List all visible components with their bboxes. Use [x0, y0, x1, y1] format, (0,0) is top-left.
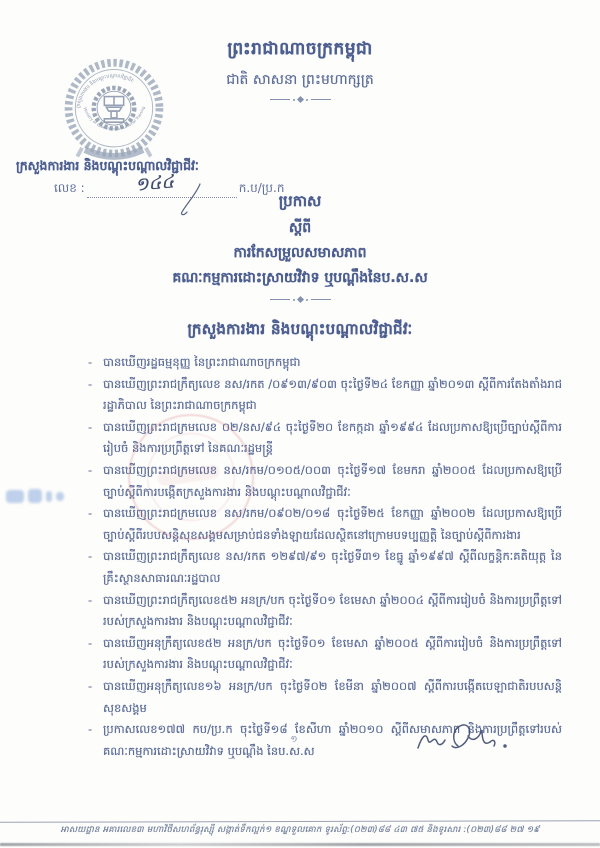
ministry-name: ក្រសួងការងារ និងបណ្ដុះបណ្ដាលវិជ្ជាជីវៈ: [16, 158, 199, 173]
page-number: ១: [290, 734, 298, 745]
seal-arc-text-en: Ministry of Labour and Vocational Training: [82, 105, 146, 132]
kingdom-title: ព្រះរាជាណាចក្រកម្ពុជា: [227, 39, 373, 59]
preamble-item: - បានឃើញរដ្ឋធម្មនុញ្ញ នៃព្រះរាជាណាចក្រកម្ពុជា: [88, 355, 301, 369]
subject-line-1: ការកែសម្រួលសមាសភាព: [233, 245, 367, 261]
scan-edge-artifact: [0, 843, 600, 846]
preamble-item: - បានឃើញព្រះរាជក្រមលេខ នស/រកម/០៩០២/០១៨ ចុះថ្ងៃទី២៥ ខែកញ្ញា ឆ្នាំ២០០២ ដែលប្រកាសឱ្យប្រើច្បាប់ស្ដីពីរបបសន្តិសុខសង្គមសម្រាប់ជនទាំងឡាយដែលស្ថិតនៅក្រោមបទប្បញ្ញត្តិ នៃច្បាប់ស្ដីពីការងារ: [88, 506, 562, 542]
issuing-authority: ក្រសួងការងារ និងបណ្ដុះបណ្ដាលវិជ្ជាជីវៈ: [187, 320, 413, 338]
regarding-label: ស្ដីពី: [288, 220, 312, 236]
seal-arc-text-km: ក្រសួងការងារ និងបណ្ដុះបណ្ដាលវិជ្ជាជីវៈ: [76, 74, 135, 109]
handwritten-number: ១៤៤: [133, 171, 175, 196]
ink-bleed-artifact: [2, 484, 68, 510]
document-type-title: ប្រកាស: [278, 192, 322, 210]
seal-ribbon: [85, 150, 143, 157]
preamble-item: - បានឃើញអនុក្រឹត្យលេខ៥២ អនក្រ/បក ចុះថ្ងៃទី០១ ខែមេសា ឆ្នាំ២០០៥ ស្ដីពីការរៀបចំ និងការប្រព្រឹត្តទៅរបស់ក្រសួងការងារ និងបណ្ដុះបណ្ដាលវិជ្ជាជីវៈ: [88, 635, 562, 672]
preamble-list: [88, 352, 562, 762]
preamble-item: - បានឃើញព្រះរាជក្រឹត្យលេខ នស/រកត /០៩១៣/៩០៣ ចុះថ្ងៃទី២៤ ខែកញ្ញា ឆ្នាំ២០១៣ ស្ដីពីការតែងតាំងរាជរដ្ឋាភិបាល នៃព្រះរាជាណាចក្រកម្ពុជា: [88, 376, 562, 413]
preamble-item: - បានឃើញព្រះរាជក្រឹត្យលេខ នស/រកត ១២៩៧/៩១ ចុះថ្ងៃទី៣១ ខែធ្នូ ឆ្នាំ១៩៩៧ ស្ដីពីលក្ខន្តិកៈគតិយុត្ត នៃគ្រឹះស្ថានសាធារណៈរដ្ឋបាល: [88, 549, 562, 585]
footer-divider: [0, 820, 600, 823]
ministry-seal-icon: [56, 54, 172, 172]
footer-address: អាសយដ្ឋាន អគារលេខ៣ មហាវិថីសហព័ន្ធរុស្ស៊ី សង្កាត់ទឹកល្អក់១ ខណ្ឌទួលគោក ទូរស័ព្ទ:(០២៣)៨៨ ៤៣ ៧៥ និងទូរសារ :(០២៣)៨៨ ២៧ ១៩: [60, 825, 540, 835]
seal-book-pedestal-emblem: [104, 97, 123, 123]
number-code: ក.ប/ប្រ.ក: [238, 181, 285, 195]
preamble-item: - បានឃើញព្រះរាជក្រមលេខ ០២/នស/៩៤ ចុះថ្ងៃទី២០ ខែកក្កដា ឆ្នាំ១៩៩៤ ដែលប្រកាសឱ្យប្រើច្បាប់ស្ដីពីការរៀបចំ និងការប្រព្រឹត្តទៅ នៃគណៈរដ្ឋមន្ត្រី: [88, 419, 562, 456]
preamble-item: - បានឃើញព្រះរាជក្រមលេខ នស/រកម/០១០៥/០០៣ ចុះថ្ងៃទី១៧ ខែមករា ឆ្នាំ២០០៥ ដែលប្រកាសឱ្យប្រើច្បាប់ស្ដីពីការបង្កើតក្រសួងការងារ និងបណ្ដុះបណ្ដាលវិជ្ជាជីវៈ: [88, 462, 562, 499]
preamble-item: - បានឃើញព្រះរាជក្រឹត្យលេខ៥២ អនក្រ/បក ចុះថ្ងៃទី០១ ខែមេសា ឆ្នាំ២០០៤ ស្ដីពីការរៀបចំ និងការប្រព្រឹត្តទៅរបស់ក្រសួងការងារ និងបណ្ដុះបណ្ដាលវិជ្ជាជីវៈ: [88, 592, 562, 629]
preamble-item: - បានឃើញអនុក្រឹត្យលេខ១៦ អនក្រ/បក ចុះថ្ងៃទី០២ ខែមីនា ឆ្នាំ២០០៧ ស្ដីពីការបង្កើតបេឡាជាតិរបបសន្តិសុខសង្គម: [88, 678, 562, 715]
subject-line-2: គណៈកម្មការដោះស្រាយវិវាទ ឬបណ្ដឹងនៃប.ស.ស: [172, 270, 428, 286]
section-ornament: [0, 297, 600, 302]
number-label: លេខ :: [54, 181, 85, 195]
preamble-item: - ប្រកាសលេខ១៧៧ កប/ប្រ.ក ចុះថ្ងៃទី១៨ ខែសីហា ឆ្នាំ២០១០ ស្ដីពីសមាសភាព និងការប្រព្រឹត្តទៅរបស់គណៈកម្មការដោះស្រាយវិវាទ ឬបណ្ដឹង នៃប.ស.ស: [88, 722, 562, 758]
national-motto: ជាតិ សាសនា ព្រះមហាក្សត្រ: [226, 72, 374, 88]
